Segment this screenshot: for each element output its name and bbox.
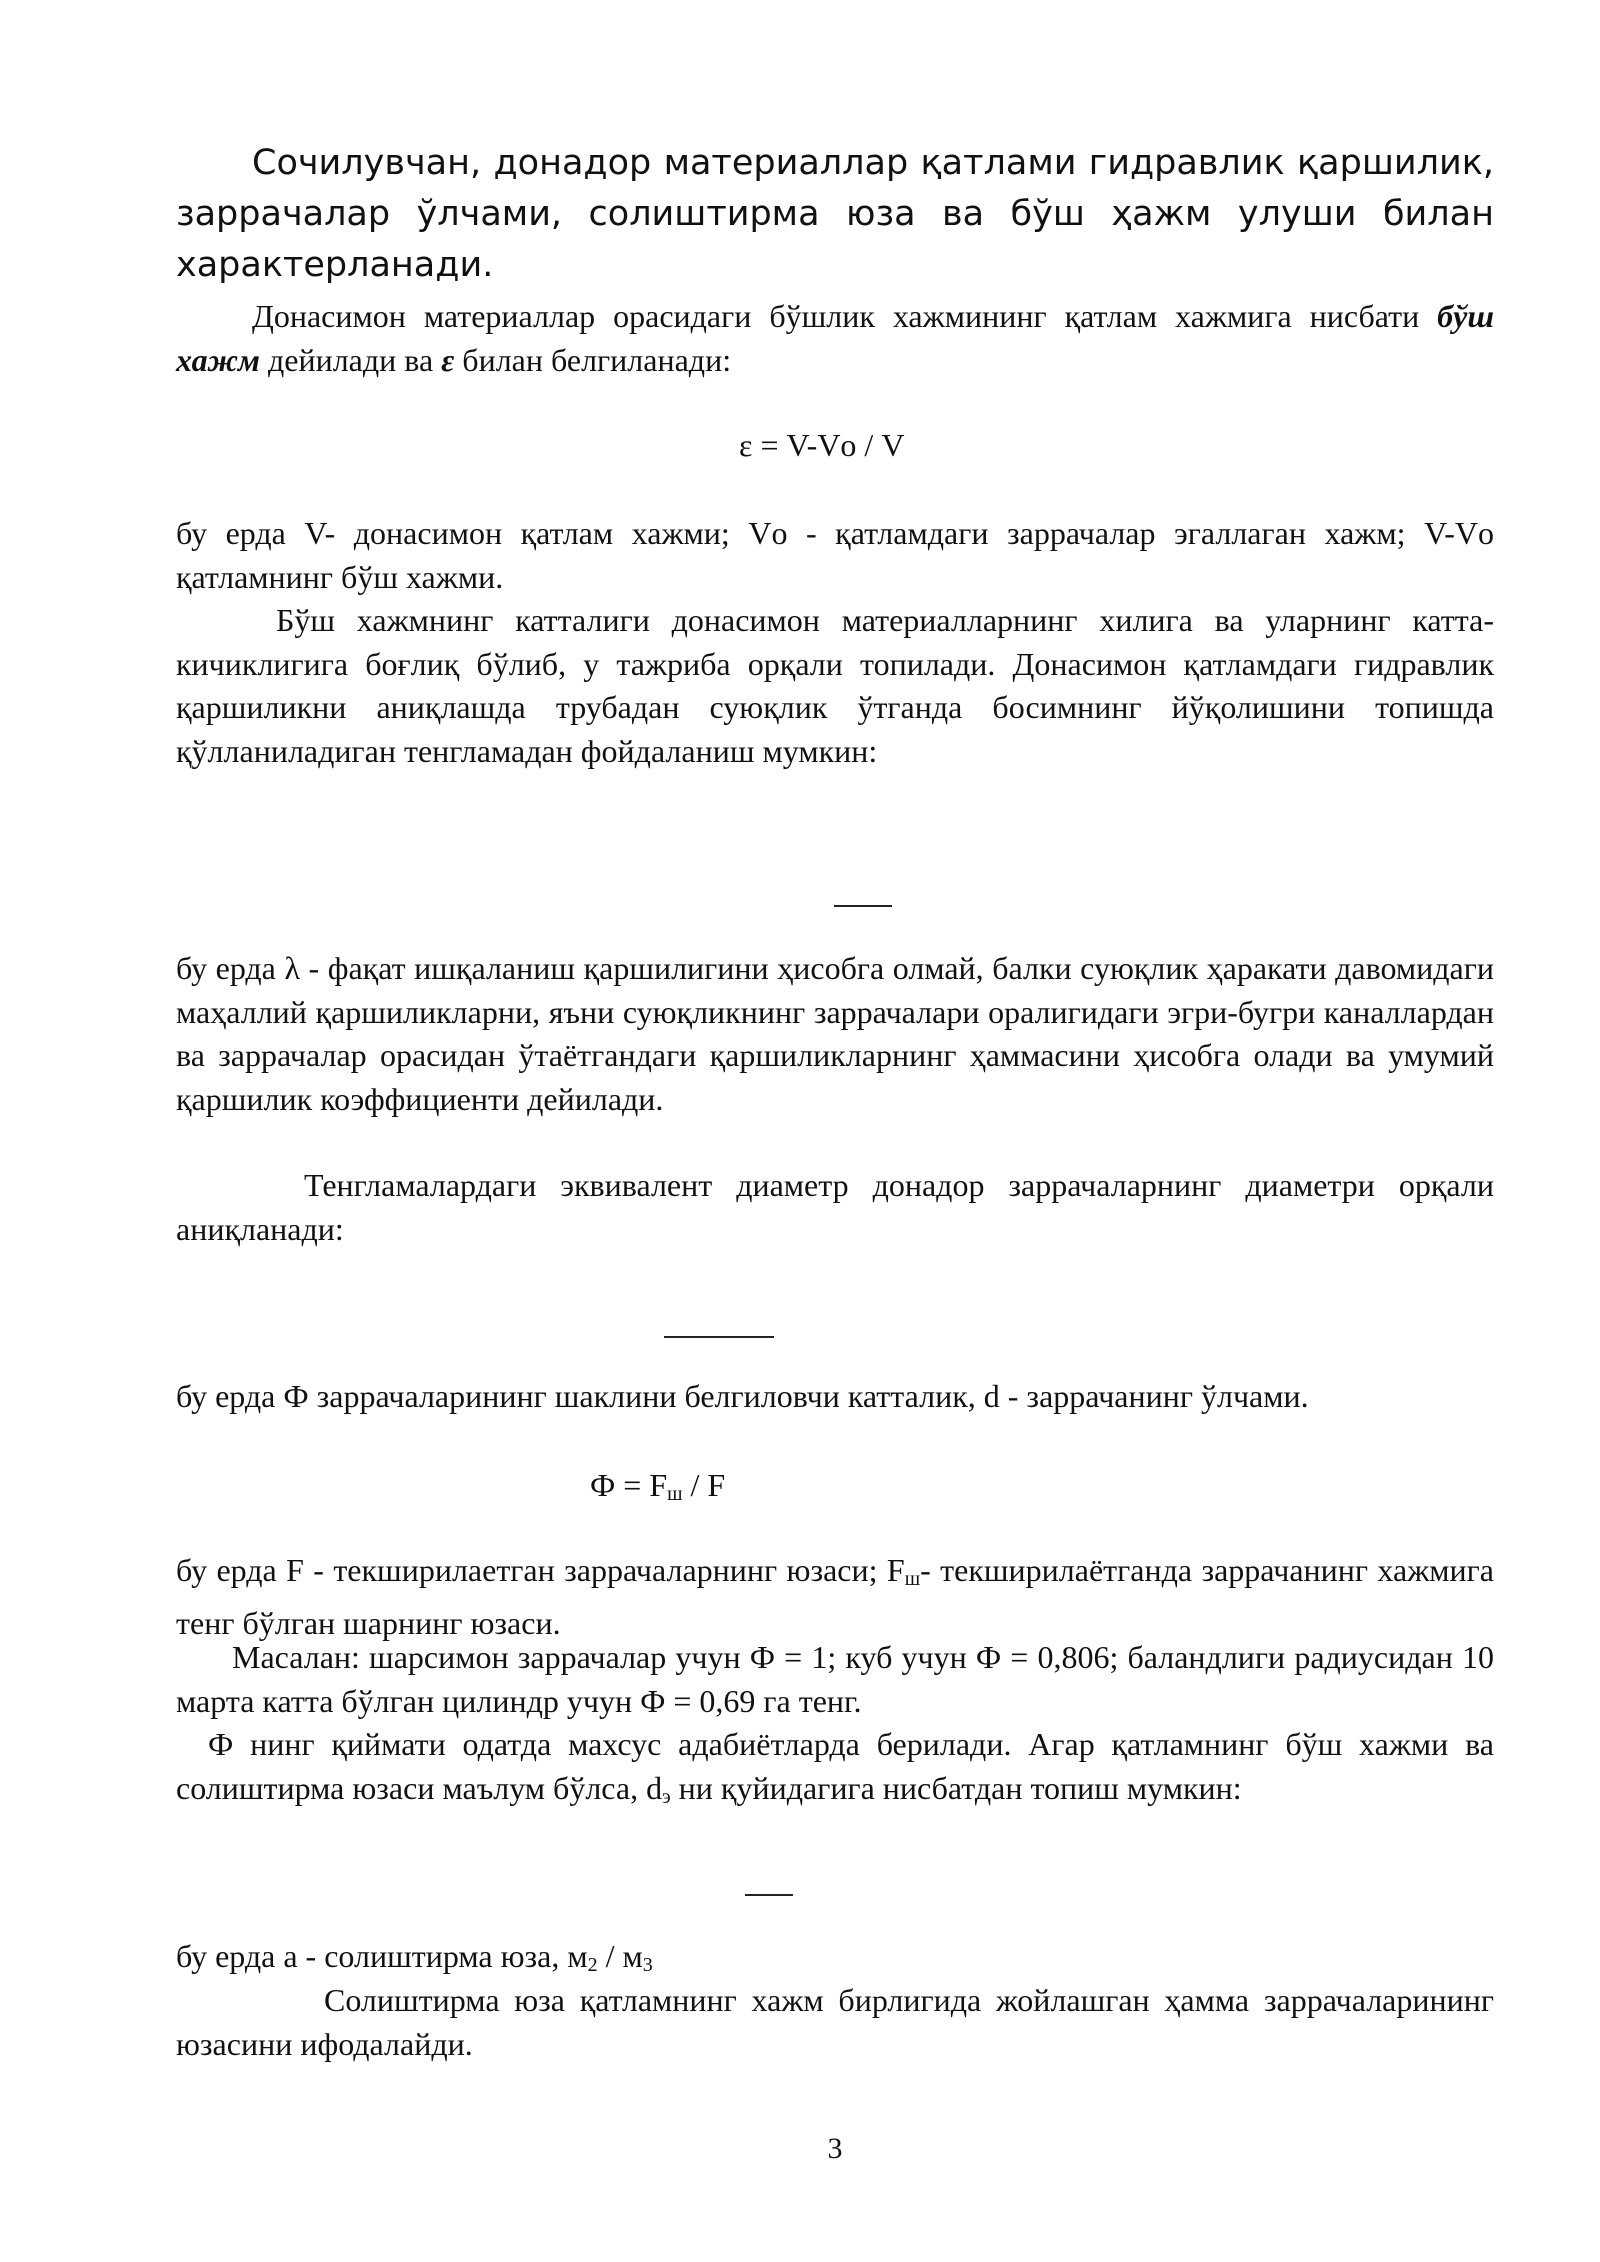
term-emphasis: бўш хажм: [176, 298, 1494, 378]
void-volume-paragraph: Бўш хажмнинг катталиги донасимон материалларнинг хилига ва уларнинг катта-кичиклигига боғлиқ бўлиб, у тажриба орқали топилади. Донасимон қатламдаги гидравлик қаршиликни аниқлашда трубадан суюқлик ўтганда босимнинг йўқолишини топишда қўлланиладиган тенгламадан фойдаланиш мумкин:: [176, 602, 1494, 769]
formula-part: / F: [682, 1467, 726, 1503]
document-page: [176, 0, 1494, 2262]
text-run: / м: [597, 1938, 643, 1974]
text-run: Ф нинг қиймати одатда махсус адабиётларда берилади. Агар қатламнинг бўш хажми ва солиштирма юзаси маълум бўлса, d: [176, 1726, 1494, 1806]
shape-factor-explanation: бу ерда Ф заррачаларининг шаклини белгиловчи катталик, d - заррачанинг ўлчами.: [176, 1378, 1309, 1414]
text-run: ни қуйидагига нисбатдан топиш мумкин:: [670, 1769, 1242, 1806]
text-run: Донасимон материаллар орасидаги бўшлик хажмининг қатлам хажмига нисбати: [252, 298, 1438, 334]
text-run: дейилади ва: [259, 341, 442, 378]
subscript: ш: [904, 1568, 921, 1590]
text-run: билан белгиланади:: [454, 341, 732, 378]
formula-part: Ф = F: [590, 1467, 668, 1503]
page-number: 3: [827, 2132, 843, 2165]
specific-surface-paragraph: Солиштирма юза қатламнинг хажм бирлигида жойлашган ҳамма заррачаларининг юзасини ифодалайди.: [176, 1982, 1494, 2062]
subscript: э: [662, 1785, 671, 1808]
text-run: бу ерда а - солиштирма юза, м: [176, 1938, 588, 1974]
equivalent-diameter-paragraph: Тенгламалардаги эквивалент диаметр донадор заррачаларнинг диаметри орқали аниқланади:: [176, 1167, 1494, 1247]
void-fraction-formula: ε = V-Vо / V: [739, 427, 905, 463]
intro-paragraph: Сочилувчан, донадор материаллар қатлами гидравлик қаршилик, заррачалар ўлчами, солиштирма юза ва бўш ҳажм улуши билан характерланади.: [176, 143, 1494, 285]
shape-factor-value-paragraph: [176, 1723, 1494, 1819]
epsilon-symbol: ε: [441, 341, 455, 378]
shape-factor-formula: [590, 1465, 725, 1514]
formula-placeholder-line: [834, 905, 892, 907]
void-volume-definition: [176, 295, 1494, 382]
example-paragraph: Масалан: шарсимон заррачалар учун Ф = 1; куб учун Ф = 0,806; баландлиги радиусидан 10 марта катта бўлган цилиндр учун Ф = 0,69 га тенг.: [176, 1639, 1494, 1719]
text-run: - текширилаётганда заррачанинг хажмига тенг бўлган шарнинг юзаси.: [176, 1552, 1495, 1641]
lambda-explanation: бу ерда λ - фақат ишқаланиш қаршилигини ҳисобга олмай, балки суюқлик ҳаракати давомидаги маҳаллий қаршиликларни, яъни суюқликнинг заррачалари оралигидаги эгри-бугри каналлардан ва заррачалар орасидан ўтаётгандаги қаршиликларнинг ҳаммасини ҳисобга олади ва умумий қаршилик коэффициенти дейилади.: [176, 950, 1494, 1117]
surface-explanation: [176, 1549, 1494, 1645]
formula-placeholder-line: [664, 1336, 774, 1338]
formula-subscript: ш: [667, 1483, 683, 1505]
subscript: 3: [642, 1954, 653, 1976]
formula-placeholder-line: [745, 1894, 793, 1896]
subscript: 2: [587, 1954, 598, 1976]
text-run: бу ерда F - текширилаетган заррачаларнинг юзаси; F: [176, 1552, 905, 1588]
variables-explanation: бу ерда V- донасимон қатлам хажми; Vо - қатламдаги заррачалар эгаллаган хажм; V-Vо қатламнинг бўш хажми.: [176, 515, 1494, 595]
